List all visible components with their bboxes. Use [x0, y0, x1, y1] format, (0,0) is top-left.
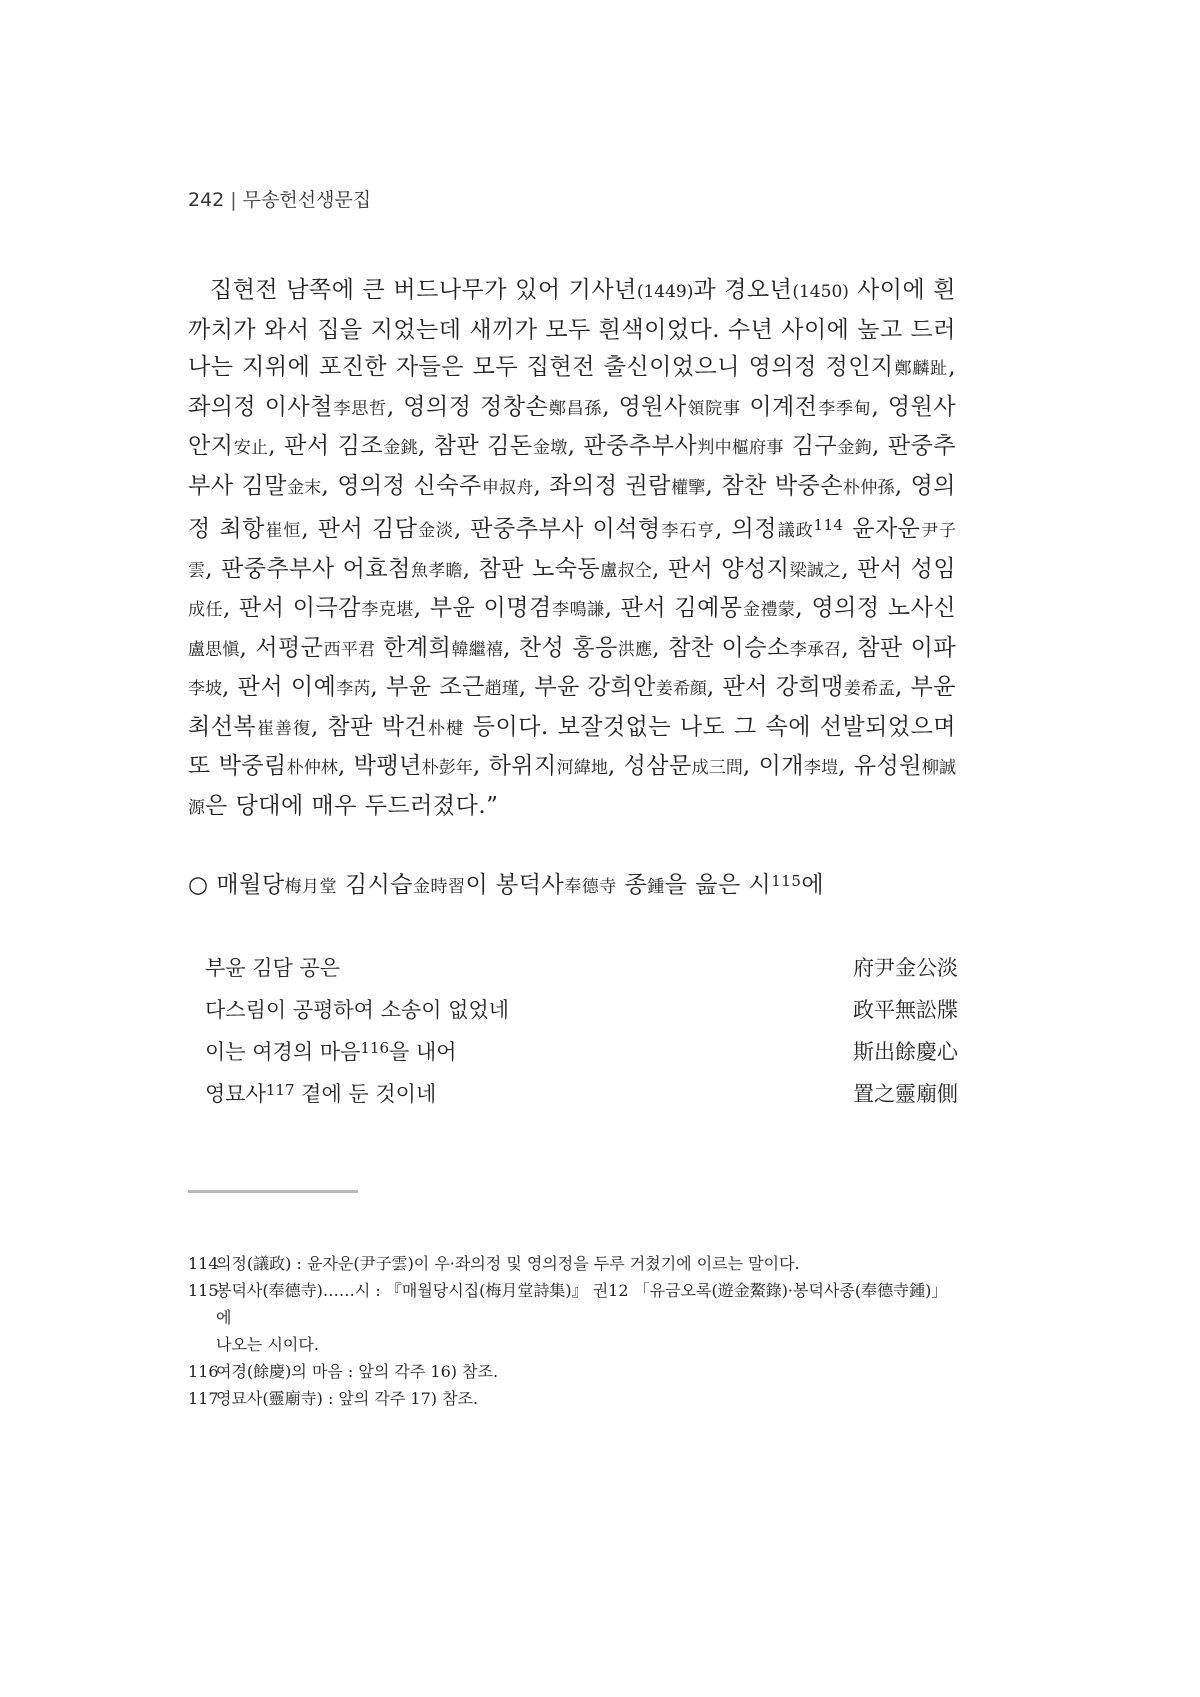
body-paragraph: 집현전 남쪽에 큰 버드나무가 있어 기사년(1449)과 경오년(1450) 사이에 흰 까치가 와서 집을 지었는데 새끼가 모두 흰색이었다. 수년 사이에 높고 드러나는 지위에 포진한 자들은 모두 집현전 출신이었으니 영의정 정인지鄭麟趾, 좌의정 이사철李思哲, 영의정 정창손鄭昌孫, 영원사領院事 이계전李季甸, 영원사 안지安止, 판서 김조金銚, 참판 김돈金墩, 판중추부사判中樞府事 김구金鉤, 판중추부사 김말金末, 영의정 신숙주申叔舟, 좌의정 권람權擥, 참찬 박중손朴仲孫, 영의정 최항崔恒, 판서 김담金淡, 판중추부사 이석형李石亨, 의정議政$^{114}$ 윤자운尹子雲, 판중추부사 어효첨魚孝瞻, 참판 노숙동盧叔仝, 판서 양성지梁誠之, 판서 성임成任, 판서 이극감李克堪, 부윤 이명겸李鳴謙, 판서 김예몽金禮蒙, 영의정 노사신盧思愼, 서평군西平君 한계희韓繼禧, 찬성 홍응洪應, 참찬 이승소李承召, 참판 이파李坡, 판서 이예李芮, 부윤 조근趙瑾, 부윤 강희안姜希顔, 판서 강희맹姜希孟, 부윤 최선복崔善復, 참판 박건朴楗 등이다. 보잘것없는 나도 그 속에 선발되었으며 또 박중림朴仲林, 박팽년朴彭年, 하위지河緯地, 성삼문成三問, 이개李塏, 유성원柳誠源은 당대에 매우 두드러졌다.”: [188, 277, 957, 819]
running-header: [188, 185, 371, 212]
poem-korean: 다스림이 공평하여 소송이 없었네: [205, 998, 510, 1022]
poem-hanja: 置之靈廟側: [853, 1082, 958, 1106]
footnotes: [188, 1250, 958, 1412]
footnote-text: 여경(餘慶)의 마음 : 앞의 각주 16) 참조.: [216, 1362, 499, 1381]
poem-korean: 영묘사$^{117}$ 곁에 둔 것이네: [205, 1081, 437, 1106]
footnote: [188, 1358, 958, 1385]
section-heading: ○ 매월당梅月堂 김시습金時習이 봉덕사奉德寺 종鍾을 읊은 시$^{115}$에: [188, 872, 825, 898]
poem-hanja: 政平無訟牒: [853, 998, 958, 1022]
footnote-number: 117: [188, 1389, 219, 1408]
poem-line: [205, 988, 958, 1030]
poem-hanja: 斯出餘慶心: [853, 1040, 958, 1064]
poem-line: [205, 1030, 958, 1072]
footnote-continuation: 나오는 시이다.: [216, 1335, 319, 1354]
poem-korean: 부윤 김담 공은: [205, 956, 341, 980]
footnote-number: 114: [188, 1254, 219, 1273]
header-separator: |: [230, 189, 237, 211]
poem-line: [205, 1072, 958, 1114]
poem-korean: 이는 여경의 마음$^{116}$을 내어: [205, 1039, 457, 1064]
poem-hanja: 府尹金公淡: [853, 956, 958, 980]
book-title: 무송헌선생문집: [242, 189, 372, 211]
page-number: 242: [188, 189, 225, 211]
footnote-text: 의정(議政) : 윤자운(尹子雲)이 우·좌의정 및 영의정을 두루 거쳤기에 이르는 말이다.: [216, 1254, 800, 1273]
footnote: [188, 1250, 958, 1277]
footnote-number: 116: [188, 1362, 219, 1381]
footnote-text: 봉덕사(奉德寺)……시 : 『매월당시집(梅月堂詩集)』 권12 「유금오록(遊金鰲錄)·봉덕사종(奉德寺鍾)」에: [216, 1281, 948, 1327]
footnote-number: 115: [188, 1281, 219, 1300]
footnote: [188, 1385, 958, 1412]
poem-line: [205, 946, 958, 988]
footnote-text: 영묘사(靈廟寺) : 앞의 각주 17) 참조.: [216, 1389, 479, 1408]
poem: [205, 946, 958, 1114]
footnote-divider: [188, 1190, 358, 1193]
footnote: [188, 1277, 958, 1331]
